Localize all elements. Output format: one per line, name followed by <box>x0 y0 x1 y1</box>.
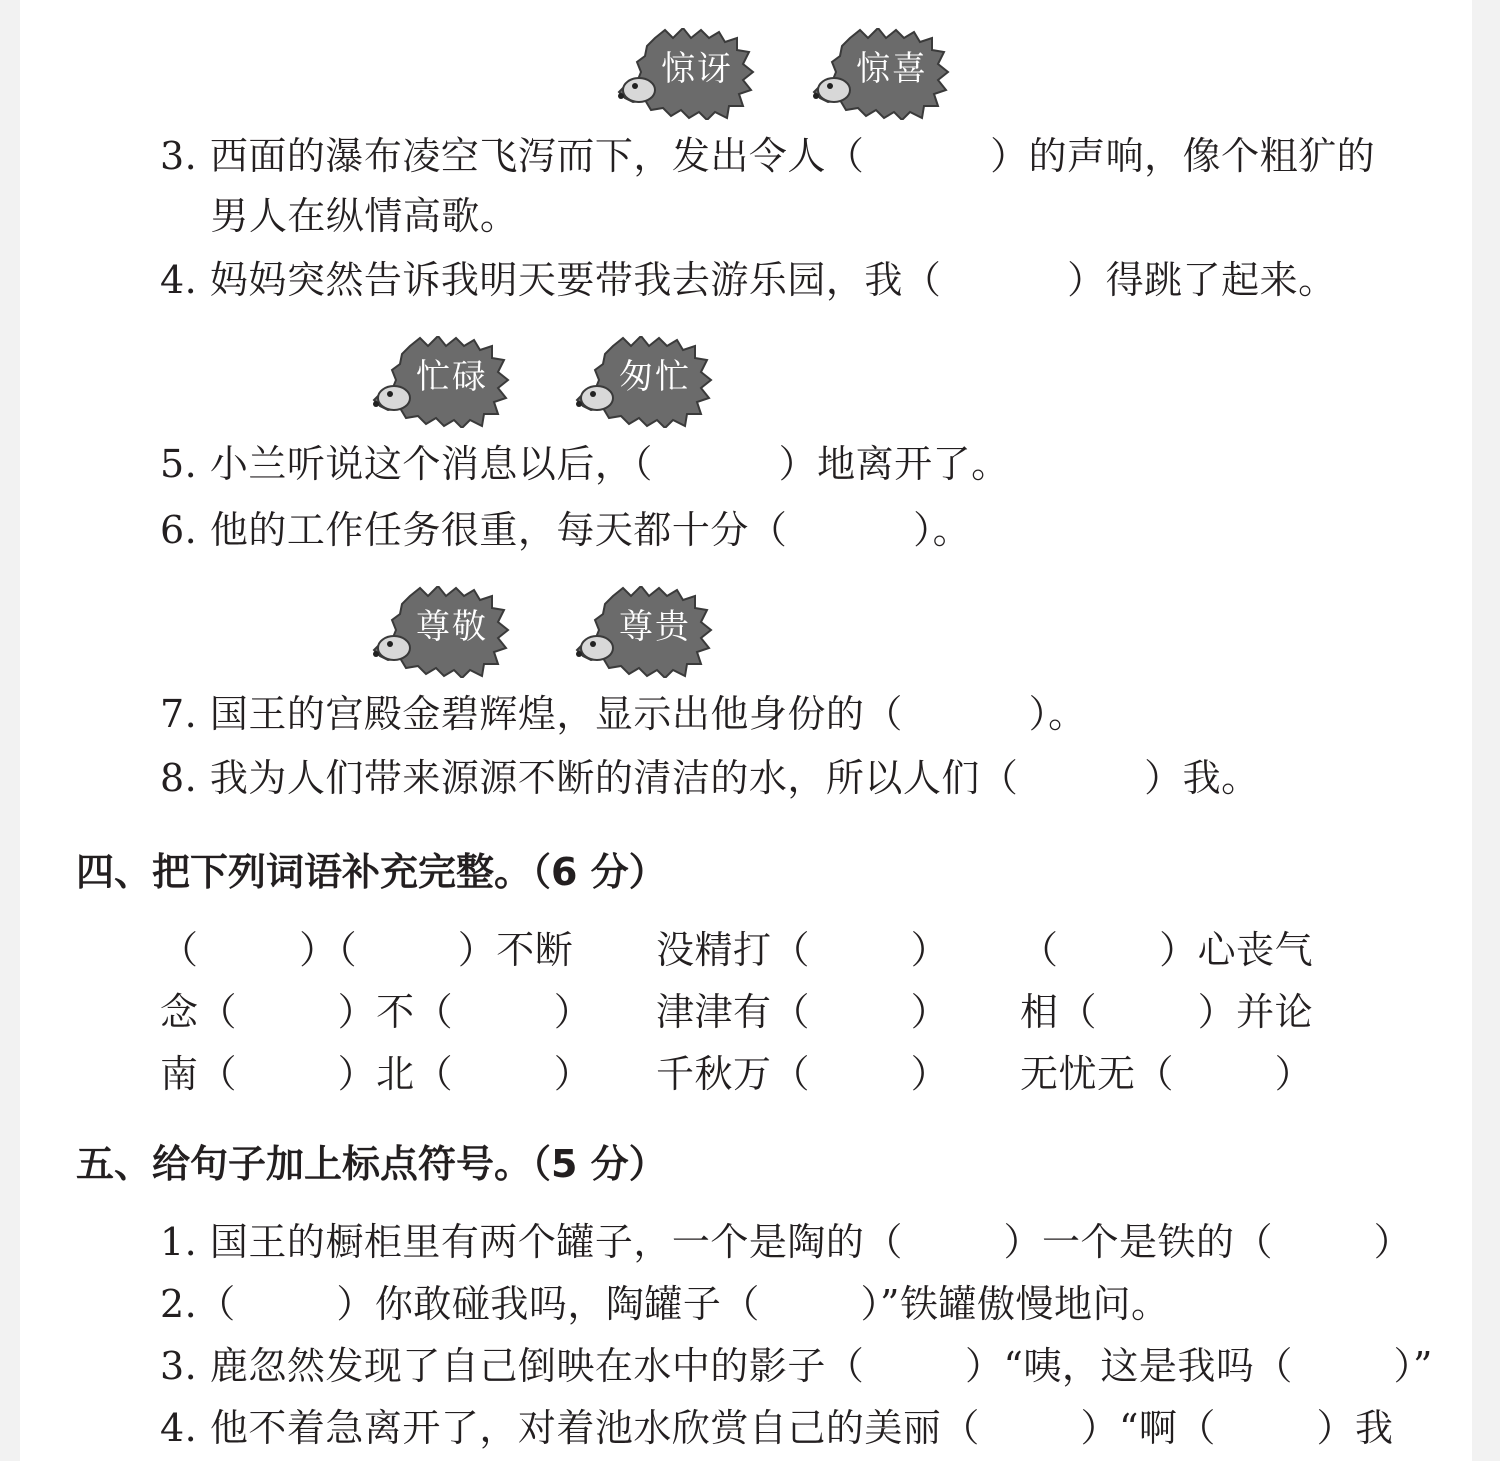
section-5-heading: 五、给句子加上标点符号。（5 分） <box>76 1142 667 1186</box>
word-card-hedgehog <box>573 586 713 678</box>
question-4: 4. 妈妈突然告诉我明天要带我去游乐园，我（ ）得跳了起来。 <box>160 258 1337 302</box>
word-label: 尊贵 <box>619 607 691 647</box>
question-5: 5. 小兰听说这个消息以后，（ ）地离开了。 <box>160 442 1010 486</box>
idiom-cell: （ ）（ ）不断 <box>160 928 574 972</box>
punctuation-item-4: 4. 他不着急离开了，对着池水欣赏自己的美丽（ ）“啊（ ）我 <box>160 1406 1394 1450</box>
idiom-cell: 念（ ）不（ ） <box>160 990 593 1034</box>
word-label: 忙碌 <box>416 357 488 397</box>
word-card-hedgehog <box>573 336 713 428</box>
word-card-hedgehog <box>370 336 510 428</box>
punctuation-item-1: 1. 国王的橱柜里有两个罐子，一个是陶的（ ）一个是铁的（ ） <box>160 1220 1413 1264</box>
idiom-cell: 南（ ）北（ ） <box>160 1052 593 1096</box>
idiom-cell: 无忧无（ ） <box>1020 1052 1314 1096</box>
idiom-cell: 相（ ）并论 <box>1020 990 1314 1034</box>
word-label: 惊喜 <box>856 49 928 89</box>
word-label: 匆忙 <box>619 357 691 397</box>
question-3-line2: 男人在纵情高歌。 <box>160 194 519 238</box>
question-8: 8. 我为人们带来源源不断的清洁的水，所以人们（ ）我。 <box>160 756 1260 800</box>
word-card-hedgehog <box>615 28 755 120</box>
question-3-line1: 3. 西面的瀑布凌空飞泻而下，发出令人（ ）的声响，像个粗犷的 <box>160 134 1376 178</box>
worksheet-page <box>20 0 1472 1461</box>
word-card-hedgehog <box>810 28 950 120</box>
word-label: 尊敬 <box>416 607 488 647</box>
idiom-cell: 没精打（ ） <box>656 928 950 972</box>
punctuation-item-3: 3. 鹿忽然发现了自己倒映在水中的影子（ ）“咦，这是我吗（ ）” <box>160 1344 1433 1388</box>
punctuation-item-2: 2.（ ）你敢碰我吗，陶罐子（ ）”铁罐傲慢地问。 <box>160 1282 1170 1326</box>
idiom-cell: 千秋万（ ） <box>656 1052 950 1096</box>
word-card-hedgehog <box>370 586 510 678</box>
idiom-cell: 津津有（ ） <box>656 990 950 1034</box>
idiom-cell: （ ）心丧气 <box>1020 928 1314 972</box>
question-7: 7. 国王的宫殿金碧辉煌，显示出他身份的（ ）。 <box>160 692 1087 736</box>
question-6: 6. 他的工作任务很重，每天都十分（ ）。 <box>160 508 972 552</box>
section-4-heading: 四、把下列词语补充完整。（6 分） <box>76 850 667 894</box>
word-label: 惊讶 <box>661 49 733 89</box>
